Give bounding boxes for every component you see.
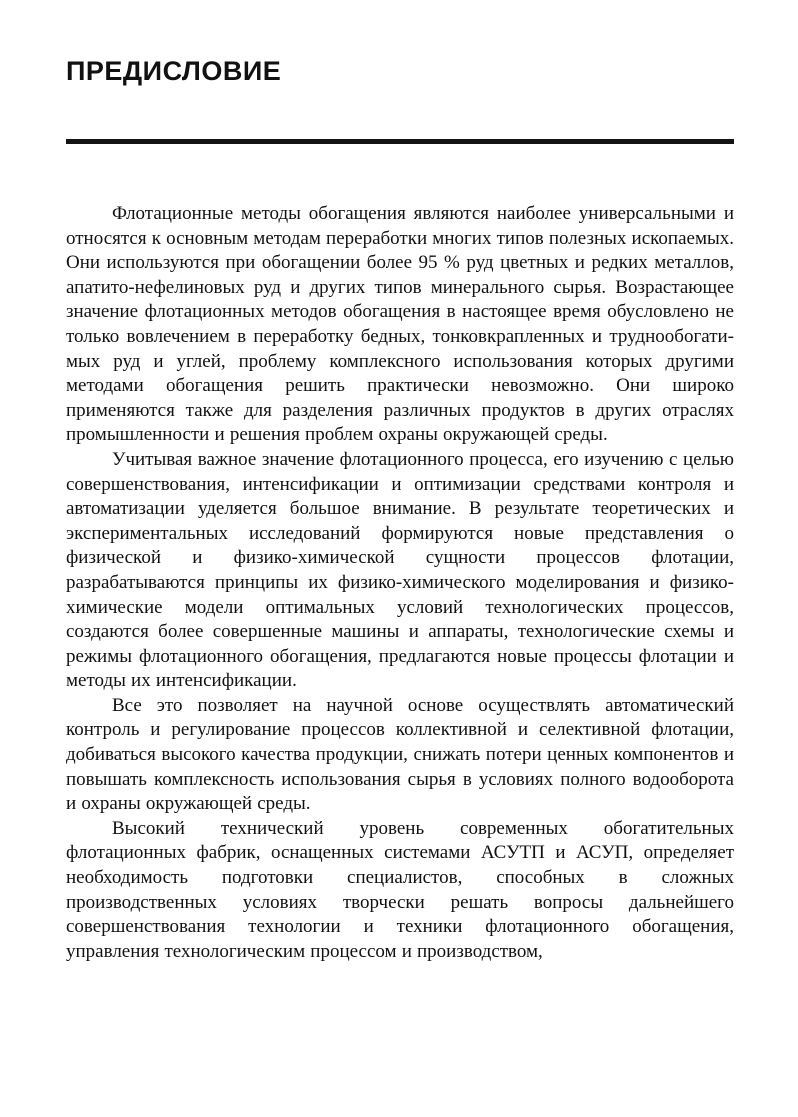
paragraph-3: Все это позволяет на научной основе осуществлять автоматический контроль и регулирование процессов коллективной и селективной флотации, добиваться высокого качества продукции, снижать потери ценных компонентов и повышать комплексность использования сырья в условиях полного водооборота и охраны окружающей среды.	[66, 694, 734, 815]
paragraph-1: Флотационные методы обогащения являются наиболее универсальными и относятся к основным методам переработки многих типов полезных ископаемых. Они используются при обогащении более 95 % руд цветных и редких металлов, апатито-нефелиновых руд и других типов минерального сырья. Возрастающее значение флотационных методов обогащения в настоящее время обусловлено не только вовлечением в переработку бедных, тонковкрапленных и труднообогатимых руд и углей, проблему комплексного использования которых другими методами обогащения решить практически невозможно. Они широко применяются также для разделения различных продуктов в других отраслях промышленности и решения проблем охраны окружающей среды.	[66, 203, 734, 446]
paragraph-4: Высокий технический уровень современных обогатительных флотационных фабрик, оснащенных системами АСУТП и АСУП, определяет необходимость подготовки специалистов, способных в сложных производственных условиях творчески решать вопросы дальнейшего совершенствования технологии и техники флотационного обогащения, управления технологическим процессом и производством,	[66, 817, 734, 962]
title-divider	[66, 139, 734, 144]
page-title: ПРЕДИСЛОВИЕ	[66, 56, 282, 86]
body-text	[66, 202, 734, 964]
paragraph-2: Учитывая важное значение флотационного процесса, его изучению с целью совершенствования, интенсификации и оптимизации средствами контроля и автоматизации уделяется большое внимание. В результате теоретических и экспериментальных исследований формируются новые представления о физической и физико-химической сущности процессов флотации, разрабатываются принципы их физико-химического моделирования и физико-химические модели оптимальных условий технологических процессов, создаются более совершенные машины и аппараты, технологические схемы и режимы флотационного обогащения, предлагаются новые процессы флотации и методы их интенсификации.	[66, 448, 734, 692]
